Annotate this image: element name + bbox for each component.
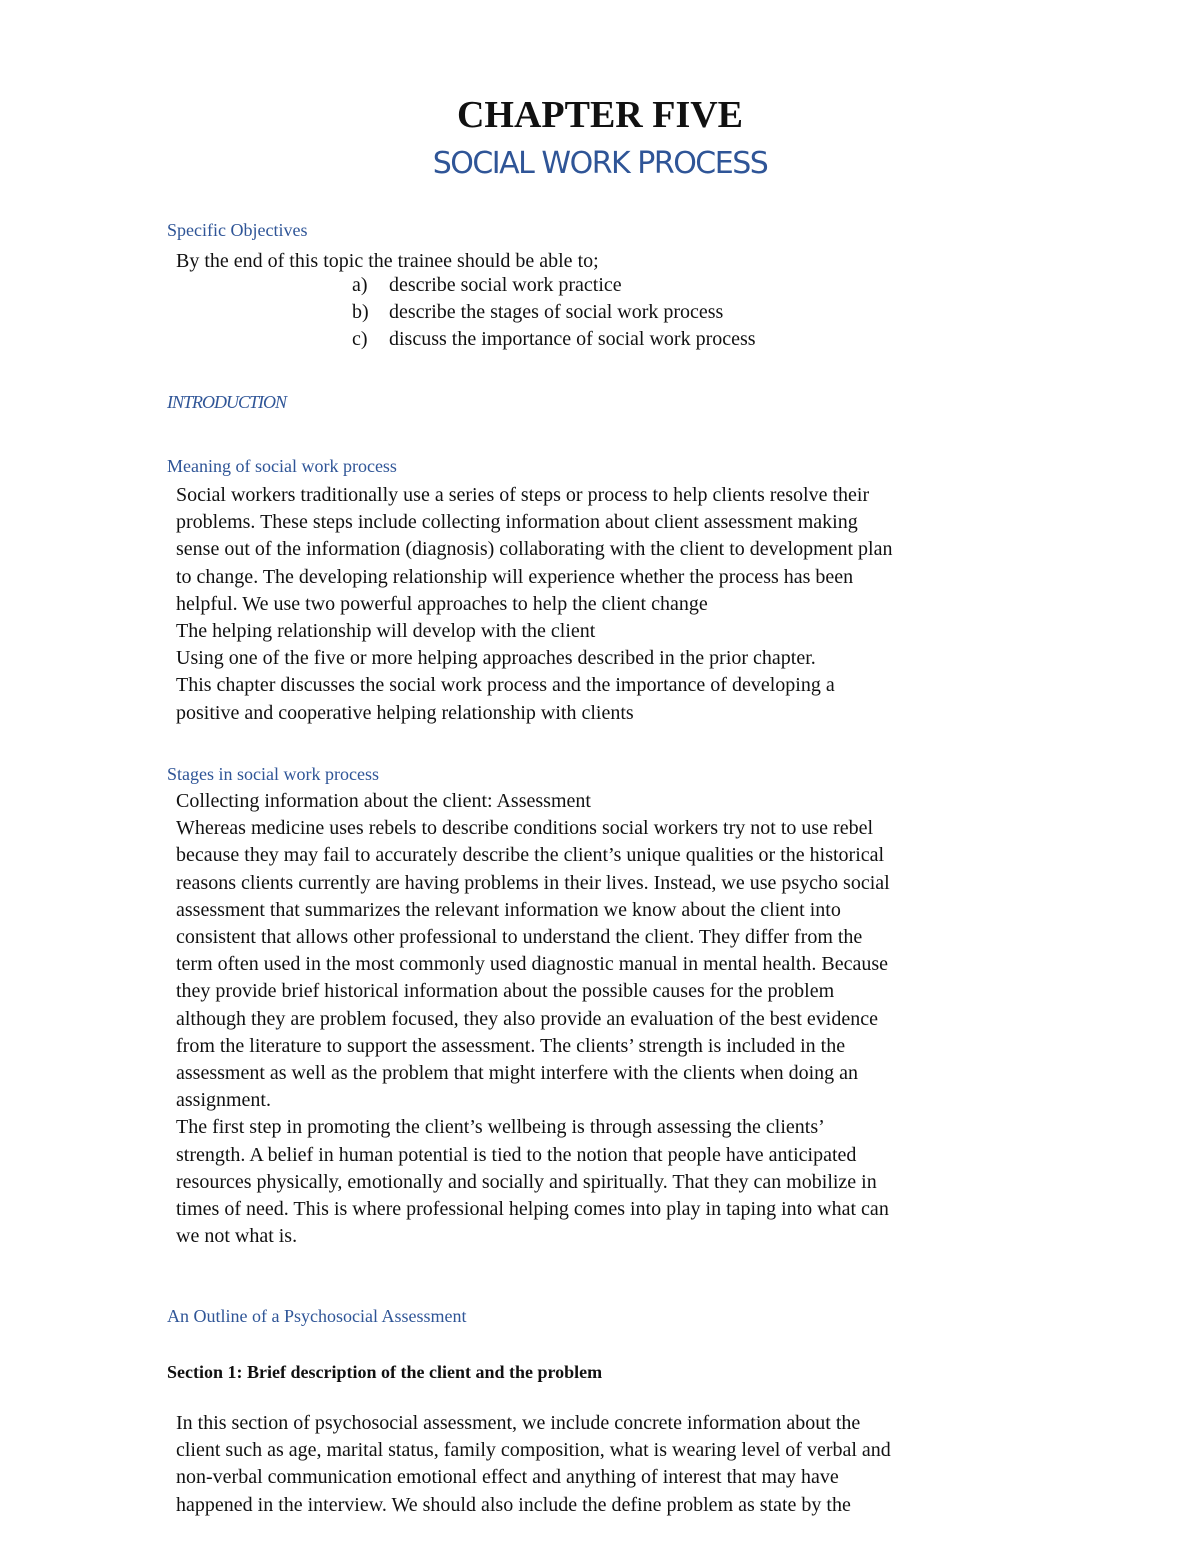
objectives-list: [352, 272, 756, 353]
list-item-text: describe the stages of social work process: [389, 301, 724, 323]
meaning-paragraph: [176, 482, 893, 727]
text-line: The first step in promoting the client’s wellbeing is through assessing the clients’: [176, 1116, 825, 1139]
text-line: In this section of psychosocial assessment, we include concrete information about the: [176, 1412, 861, 1434]
text-line: happened in the interview. We should also include the define problem as state by the: [176, 1493, 851, 1516]
text-line: sense out of the information (diagnosis) collaborating with the client to development plan: [176, 538, 893, 561]
text-line: we not what is.: [176, 1225, 298, 1248]
text-line: problems. These steps include collecting information about client assessment making: [176, 511, 858, 534]
text-line: The helping relationship will develop with the client: [176, 620, 596, 643]
text-line: reasons clients currently are having problems in their lives. Instead, we use psycho social: [176, 871, 890, 894]
text-line: This chapter discusses the social work process and the importance of developing a: [176, 674, 835, 697]
text-line: assignment.: [176, 1089, 271, 1112]
objectives-intro: By the end of this topic the trainee should be able to;: [176, 250, 599, 272]
introduction-heading: INTRODUCTION: [167, 392, 287, 412]
section1-paragraph: [176, 1410, 891, 1519]
text-line: from the literature to support the assessment. The clients’ strength is included in the: [176, 1034, 846, 1057]
text-line: Collecting information about the client: Assessment: [176, 790, 591, 812]
text-line: assessment as well as the problem that might interfere with the clients when doing an: [176, 1062, 859, 1085]
text-line: times of need. This is where professional helping comes into play in taping into what can: [176, 1198, 889, 1221]
text-line: Whereas medicine uses rebels to describe conditions social workers try not to use rebel: [176, 817, 874, 840]
text-line: non-verbal communication emotional effect and anything of interest that may have: [176, 1466, 839, 1489]
text-line: positive and cooperative helping relationship with clients: [176, 701, 634, 724]
section1-heading: Section 1: Brief description of the client and the problem: [167, 1362, 603, 1382]
outline-heading: An Outline of a Psychosocial Assessment: [167, 1306, 467, 1326]
list-item-text: describe social work practice: [389, 274, 622, 296]
text-line: resources physically, emotionally and socially and spiritually. That they can mobilize in: [176, 1170, 877, 1193]
text-line: Using one of the five or more helping approaches described in the prior chapter.: [176, 647, 816, 670]
list-marker: c): [352, 328, 368, 350]
list-item-text: discuss the importance of social work process: [389, 328, 756, 350]
text-line: strength. A belief in human potential is tied to the notion that people have anticipated: [176, 1143, 857, 1166]
list-item: [352, 272, 756, 299]
list-marker: a): [352, 274, 368, 296]
stages-paragraph: [176, 788, 890, 1250]
text-line: helpful. We use two powerful approaches to help the client change: [176, 592, 708, 615]
list-marker: b): [352, 301, 369, 323]
text-line: term often used in the most commonly used diagnostic manual in mental health. Because: [176, 953, 889, 976]
text-line: assessment that summarizes the relevant information we know about the client into: [176, 898, 841, 921]
text-line: client such as age, marital status, family composition, what is wearing level of verbal and: [176, 1439, 891, 1462]
text-line: consistent that allows other professional to understand the client. They differ from the: [176, 926, 863, 949]
chapter-title: CHAPTER FIVE: [456, 94, 744, 136]
text-line: although they are problem focused, they also provide an evaluation of the best evidence: [176, 1007, 878, 1030]
objectives-heading: Specific Objectives: [167, 220, 308, 240]
chapter-subtitle: SOCIAL WORK PROCESS: [432, 146, 768, 181]
text-line: because they may fail to accurately describe the client’s unique qualities or the historical: [176, 844, 885, 867]
text-line: to change. The developing relationship will experience whether the process has been: [176, 565, 854, 588]
text-line: they provide brief historical information about the possible causes for the problem: [176, 980, 835, 1003]
meaning-heading: Meaning of social work process: [167, 456, 397, 476]
list-item: [352, 326, 756, 353]
text-line: Social workers traditionally use a series of steps or process to help clients resolve their: [176, 484, 870, 506]
list-item: [352, 299, 756, 326]
stages-heading: Stages in social work process: [167, 764, 379, 784]
